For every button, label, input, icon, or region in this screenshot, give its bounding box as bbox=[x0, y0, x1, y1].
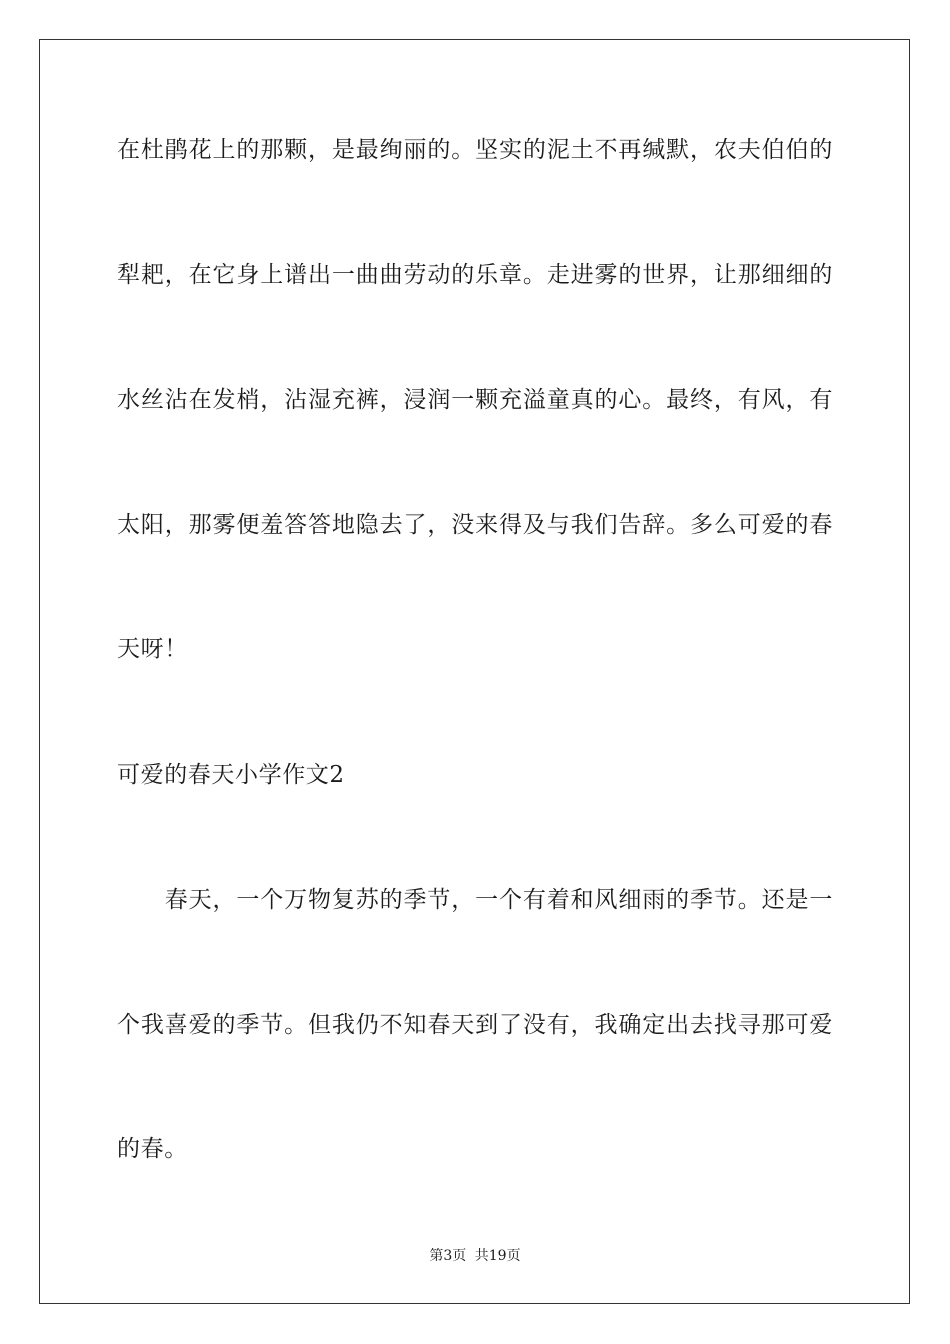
page-border bbox=[39, 39, 910, 1304]
body-text-line: 的春。 bbox=[117, 1136, 188, 1162]
body-text-line: 太阳，那雾便羞答答地隐去了，没来得及与我们告辞。多么可爱的春 bbox=[117, 512, 833, 538]
body-text-line: 犁耙，在它身上谱出一曲曲劳动的乐章。走进雾的世界，让那细细的 bbox=[117, 262, 833, 288]
body-text-line: 在杜鹃花上的那颗，是最绚丽的。坚实的泥土不再缄默，农夫伯伯的 bbox=[117, 137, 833, 163]
body-text-line: 春天，一个万物复苏的季节，一个有着和风细雨的季节。还是一 bbox=[117, 887, 833, 913]
body-text-line: 个我喜爱的季节。但我仍不知春天到了没有，我确定出去找寻那可爱 bbox=[117, 1012, 833, 1038]
page-number: 第3页 bbox=[429, 1248, 467, 1264]
page-footer bbox=[0, 1247, 950, 1265]
body-text-line: 天呀！ bbox=[117, 636, 188, 662]
section-heading: 可爱的春天小学作文2 bbox=[117, 762, 345, 788]
body-text-line: 水丝沾在发梢，沾湿充裤，浸润一颗充溢童真的心。最终，有风，有 bbox=[117, 387, 833, 413]
page-total: 共19页 bbox=[474, 1248, 521, 1264]
